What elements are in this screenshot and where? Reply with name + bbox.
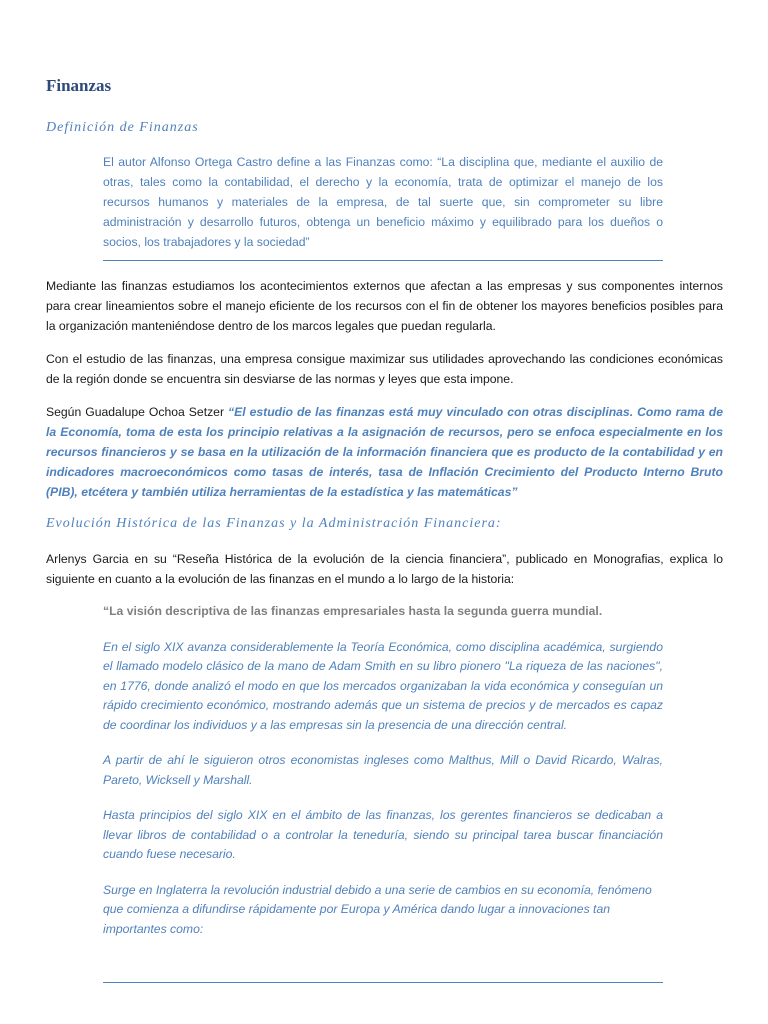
- quote-paragraph: Hasta principios del siglo XIX en el ámbito de las finanzas, los gerentes financieros se dedicaban a llevar libros de contabilidad o a controlar la teneduría, siendo su principal tarea buscar financiación cuando fuese necesario.: [103, 808, 663, 861]
- historical-quote-block: [103, 602, 663, 983]
- paragraph-3: [46, 402, 723, 502]
- paragraph-3-lead: Según Guadalupe Ochoa Setzer: [46, 405, 229, 419]
- quote-paragraph: En el siglo XIX avanza considerablemente la Teoría Económica, como disciplina académica, surgiendo el llamado modelo clásico de la mano de Adam Smith en su libro pionero "La riqueza de las naciones", en 1776, donde analizó el modo en que los mercados organizaban la vida económica y conseguían un rápido crecimiento económico, mostrando además que un sistema de precios y de mercados es capaz de coordinar los individuos y a las empresas sin la presencia de una dirección central.: [103, 639, 663, 732]
- paragraph-1: Mediante las finanzas estudiamos los acontecimientos externos que afectan a las empresas y sus componentes internos para crear lineamientos sobre el manejo eficiente de los recursos con el fin de obtener los mayores beneficios posibles para la organización manteniéndose dentro de los marcos legales que puedan regularla.: [46, 279, 723, 333]
- quote-heading: “La visión descriptiva de las finanzas empresariales hasta la segunda guerra mundial.: [103, 604, 603, 618]
- quote-paragraph: Surge en Inglaterra la revolución industrial debido a una serie de cambios en su economía, fenómeno que comienza a difundirse rápidamente por Europa y América dando lugar a innovaciones tan importantes como:: [103, 882, 652, 936]
- definition-quote: El autor Alfonso Ortega Castro define a las Finanzas como: “La disciplina que, mediante el auxilio de otras, tales como la contabilidad, el derecho y la economía, trata de optimizar el manejo de los recursos humanos y materiales de la empresa, de tal suerte que, sin comprometer su libre administración y desarrollo futuros, obtenga un beneficio máximo y equilibrado para los dueños o socios, los trabajadores y la sociedad”: [103, 152, 663, 261]
- paragraph-2: Con el estudio de las finanzas, una empresa consigue maximizar sus utilidades aprovechando las condiciones económicas de la región donde se encuentra sin desviarse de las normas y leyes que esta impone.: [46, 352, 723, 386]
- section-heading-evolucion: Evolución Histórica de las Finanzas y la Administración Financiera:: [46, 516, 502, 531]
- page-title: Finanzas: [46, 76, 112, 95]
- quote-paragraph: A partir de ahí le siguieron otros economistas ingleses como Malthus, Mill o David Ricardo, Walras, Pareto, Wicksell y Marshall.: [103, 753, 663, 787]
- section2-intro: Arlenys Garcia en su “Reseña Histórica de la evolución de la ciencia financiera”, publicado en Monografias, explica lo siguiente en cuanto a la evolución de las finanzas en el mundo a lo largo de la historia:: [46, 552, 723, 586]
- section-heading-definicion: Definición de Finanzas: [46, 120, 199, 135]
- paragraph-3-quote: “El estudio de las finanzas está muy vinculado con otras disciplinas. Como rama de la Economía, toma de esta los principio relativas a la asignación de recursos, pero se enfoca especialmente en los recursos financieros y se basa en la utilización de la información financiera que es producto de la contabilidad y en indicadores macroeconómicos como tasas de interés, tasa de Inflación Crecimiento del Producto Interno Bruto (PIB), etcétera y también utiliza herramientas de la estadística y las matemáticas”: [46, 405, 723, 499]
